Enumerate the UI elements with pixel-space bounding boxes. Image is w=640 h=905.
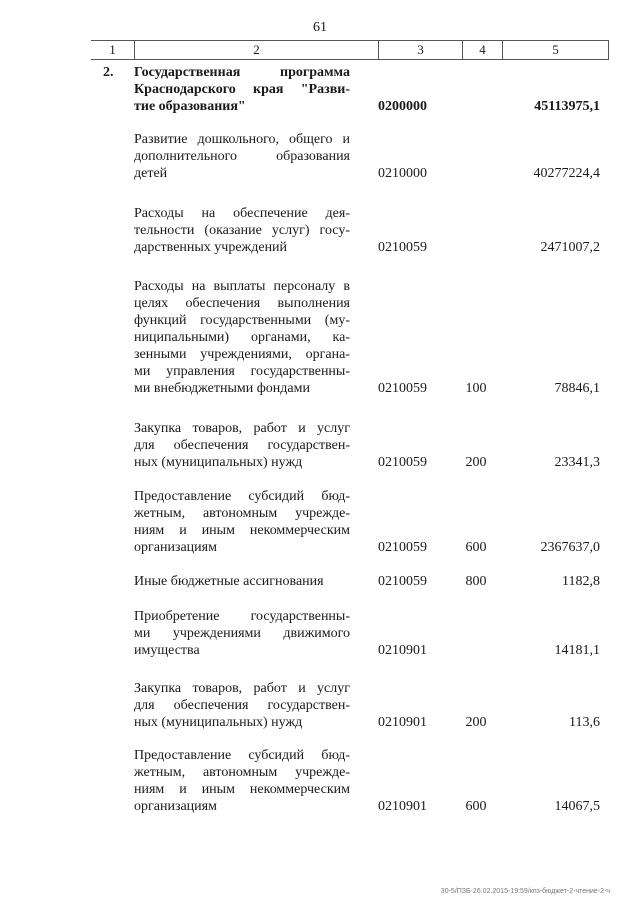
row-expense-type: 600	[465, 799, 487, 814]
row-amount: 2367637,0	[540, 540, 600, 555]
row-name-line: ми управления государственны-	[134, 364, 350, 379]
row-name-line: организациям	[134, 540, 217, 555]
row-name-line: ных (муниципальных) нужд	[134, 455, 303, 470]
row-name-line: тельности (оказание услуг) госу-	[134, 223, 350, 238]
row-name-line: Расходы на обеспечение дея-	[134, 206, 350, 221]
row-code: 0210059	[378, 455, 427, 470]
row-name-line: Краснодарского края "Разви-	[134, 82, 350, 97]
row-name	[134, 488, 350, 556]
row-code: 0210059	[378, 540, 427, 555]
row-name	[134, 420, 350, 471]
row-number: 2.	[103, 65, 114, 80]
row-name-line: зенными учреждениями, органа-	[134, 347, 350, 362]
row-name	[134, 205, 350, 256]
row-amount: 113,6	[569, 715, 600, 730]
row-expense-type: 100	[465, 381, 487, 396]
row-code: 0210901	[378, 643, 427, 658]
row-name-line: Расходы на выплаты персоналу в	[134, 279, 350, 294]
row-amount: 2471007,2	[540, 240, 600, 255]
row-code: 0210059	[378, 381, 427, 396]
row-name-line: ниципальными) органами, ка-	[134, 330, 350, 345]
row-name-line: Иные бюджетные ассигнования	[134, 574, 324, 589]
row-amount: 14181,1	[554, 643, 600, 658]
row-name-line: ниям и иным некоммерческим	[134, 523, 350, 538]
row-expense-type: 600	[465, 540, 487, 555]
row-amount: 78846,1	[554, 381, 600, 396]
row-name-line: Предоставление субсидий бюд-	[134, 748, 350, 763]
row-name	[134, 747, 350, 815]
row-name-line: для обеспечения государствен-	[134, 438, 350, 453]
row-name-line: функций государственными (му-	[134, 313, 350, 328]
row-name-line: детей	[134, 166, 168, 181]
row-name	[134, 573, 350, 590]
header-col-4: 4	[462, 41, 502, 59]
row-name-line: ных (муниципальных) нужд	[134, 715, 303, 730]
table-header-row	[91, 40, 609, 60]
row-amount: 23341,3	[554, 455, 600, 470]
row-name	[134, 131, 350, 182]
row-name-line: для обеспечения государствен-	[134, 698, 350, 713]
row-name-line: Приобретение государственны-	[134, 609, 350, 624]
row-name	[134, 64, 350, 115]
row-code: 0210059	[378, 240, 427, 255]
row-name-line: Развитие дошкольного, общего и	[134, 132, 350, 147]
row-amount: 40277224,4	[533, 166, 600, 181]
row-name-line: Предоставление субсидий бюд-	[134, 489, 350, 504]
row-expense-type: 800	[465, 574, 487, 589]
row-name-line: Закупка товаров, работ и услуг	[134, 421, 350, 436]
row-name	[134, 680, 350, 731]
row-amount: 1182,8	[562, 574, 600, 589]
row-name-line: ниям и иным некоммерческим	[134, 782, 350, 797]
page-number: 61	[313, 20, 327, 35]
row-name-line: целях обеспечения выполнения	[134, 296, 350, 311]
row-name-line: имущества	[134, 643, 200, 658]
row-code: 0210901	[378, 715, 427, 730]
row-name-line: дополнительного образования	[134, 149, 350, 164]
row-expense-type: 200	[465, 715, 487, 730]
footer-note: 30-5/ПЗБ-26.02.2015-19:59/кпз-бюджет-2-чтение-2-ч	[440, 888, 610, 895]
row-name-line: организациям	[134, 799, 217, 814]
row-code: 0210000	[378, 166, 427, 181]
row-name-line: Закупка товаров, работ и услуг	[134, 681, 350, 696]
row-name-line: ми внебюджетными фондами	[134, 381, 310, 396]
row-code: 0210059	[378, 574, 427, 589]
header-col-2: 2	[134, 41, 378, 59]
row-name-line: дарственных учреждений	[134, 240, 288, 255]
row-code: 0210901	[378, 799, 427, 814]
header-col-1: 1	[109, 42, 116, 57]
header-col-3: 3	[378, 41, 462, 59]
row-amount: 14067,5	[554, 799, 600, 814]
row-name-line: ми учреждениями движимого	[134, 626, 350, 641]
row-code: 0200000	[378, 99, 427, 114]
row-name-line: Государственная программа	[134, 65, 350, 80]
row-name-line: тие образования"	[134, 99, 246, 114]
header-col-5: 5	[502, 41, 609, 59]
row-expense-type: 200	[465, 455, 487, 470]
row-name	[134, 608, 350, 659]
row-amount: 45113975,1	[534, 99, 600, 114]
row-name-line: жетным, автономным учрежде-	[134, 506, 350, 521]
row-name	[134, 278, 350, 397]
row-name-line: жетным, автономным учрежде-	[134, 765, 350, 780]
